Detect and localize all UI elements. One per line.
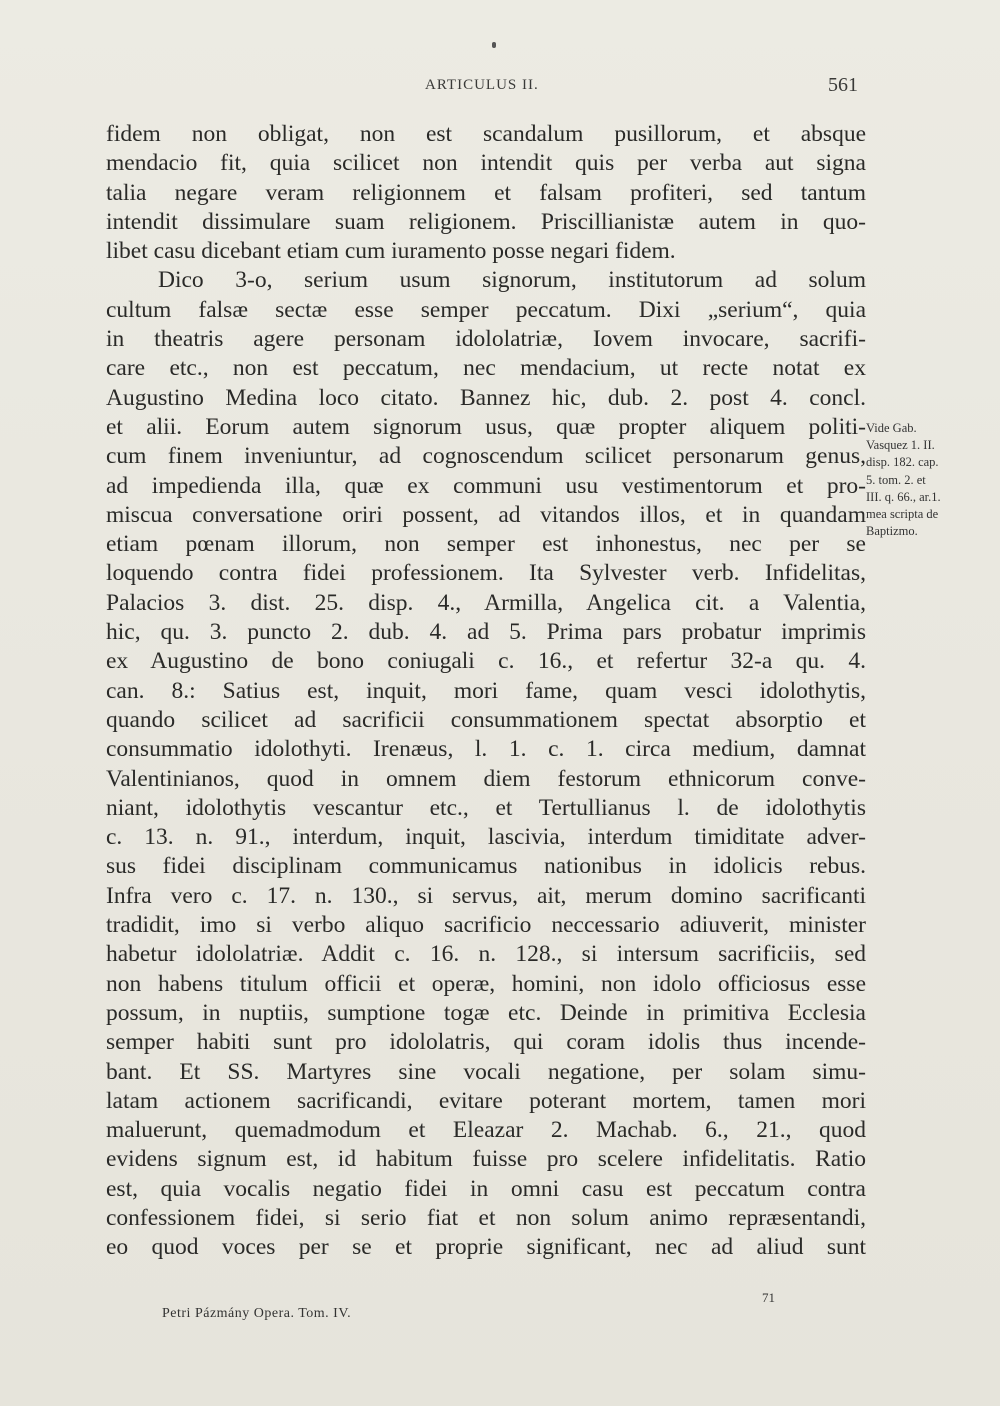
text-line: intendit dissimulare suam religionem. Priscillianistæ autem in quo- [106,208,866,235]
text-line: Palacios 3. dist. 25. disp. 4., Armilla, Angelica cit. a Valentia, [106,589,866,616]
page-number: 561 [828,74,858,96]
text-line: bant. Et SS. Martyres sine vocali negatione, per solam simu- [106,1058,866,1085]
text-line: ex Augustino de bono coniugali c. 16., et refertur 32-a qu. 4. [106,648,866,675]
text-line: est, quia vocalis negatio fidei in omni casu est peccatum contra [106,1175,866,1202]
text-line: Valentinianos, quod in omnem diem festorum ethnicorum conve- [106,765,866,792]
text-line: quando scilicet ad sacrificii consummationem spectat absorptio et [106,706,866,733]
text-line: latam actionem sacrificandi, evitare poterant mortem, tamen mori [106,1087,866,1114]
footer-imprint: Petri Pázmány Opera. Tom. IV. [162,1306,352,1321]
text-line: sus fidei disciplinam communicamus nationibus in idolicis rebus. [106,853,866,880]
margin-note-line: Baptizmo. [866,524,918,539]
text-line: eo quod voces per se et proprie significant, nec ad aliud sunt [106,1234,866,1261]
running-title: ARTICULUS II. [425,77,539,93]
text-line: ad impedienda illa, quæ ex communi usu vestimentorum et pro- [106,472,866,499]
text-line: hic, qu. 3. puncto 2. dub. 4. ad 5. Prima pars probatur imprimis [106,619,866,646]
signature-number: 71 [762,1290,775,1305]
text-line: consummatio idolothyti. Irenæus, l. 1. c. 1. circa medium, damnat [106,736,866,763]
text-line: tradidit, imo si verbo aliquo sacrificio neccessario adiuverit, minister [106,912,866,939]
text-line: cultum falsæ sectæ esse semper peccatum. Dixi „serium“, quia [106,296,866,323]
text-line: care etc., non est peccatum, nec mendacium, ut recte notat ex [106,355,866,382]
margin-note-line: Vasquez 1. II. [866,438,935,453]
text-line: cum finem inveniuntur, ad cognoscendum scilicet personarum genus, [106,443,866,470]
text-line: niant, idolothytis vescantur etc., et Tertullianus l. de idolothytis [106,794,866,821]
text-line: confessionem fidei, si serio fiat et non solum animo repræsentandi, [106,1204,866,1231]
text-line: can. 8.: Satius est, inquit, mori fame, quam vesci idolothytis, [106,677,866,704]
text-line: et alii. Eorum autem signorum usus, quæ propter aliquem politi- [106,413,866,440]
text-line: in theatris agere personam idololatriæ, Iovem invocare, sacrifi- [106,326,866,353]
text-line: Augustino Medina loco citato. Bannez hic, dub. 2. post 4. concl. [106,384,866,411]
ink-speck [492,42,496,48]
margin-note-line: Vide Gab. [866,421,917,435]
text-line: maluerunt, quemadmodum et Eleazar 2. Machab. 6., 21., quod [106,1117,866,1144]
text-line: Dico 3-o, serium usum signorum, institutorum ad solum [158,267,866,294]
text-line: etiam pœnam illorum, non semper est inhonestus, nec per se [106,531,866,558]
text-line: loquendo contra fidei professionem. Ita Sylvester verb. Infidelitas, [106,560,866,587]
marginal-note [866,420,984,540]
margin-note-line: III. q. 66., ar.1. [866,489,941,504]
text-line: evidens signum est, id habitum fuisse pro scelere infidelitatis. Ratio [106,1146,866,1173]
text-line: libet casu dicebant etiam cum iuramento posse negari fidem. [106,238,676,265]
text-line: talia negare veram religionnem et falsam profiteri, sed tantum [106,179,866,206]
text-line: Infra vero c. 17. n. 130., si servus, ait, merum domino sacrificanti [106,882,866,909]
margin-note-line: disp. 182. cap. [866,455,939,470]
text-line: possum, in nuptiis, sumptione togæ etc. Deinde in primitiva Ecclesia [106,999,866,1026]
text-line: semper habiti sunt pro idololatris, qui coram idolis thus incende- [106,1029,866,1056]
text-line: c. 13. n. 91., interdum, inquit, lascivia, interdum timiditate adver- [106,824,866,851]
text-line: non habens titulum officii et operæ, homini, non idolo officiosus esse [106,970,866,997]
text-line: fidem non obligat, non est scandalum pusillorum, et absque [106,121,866,147]
text-line: habetur idololatriæ. Addit c. 16. n. 128., si intersum sacrificiis, sed [106,941,866,968]
main-text-block [106,120,866,1263]
text-line: miscua conversatione oriri possent, ad vitandos illos, et in quandam [106,501,866,528]
margin-note-line: 5. tom. 2. et [866,472,926,487]
text-line: mendacio fit, quia scilicet non intendit quis per verba aut signa [106,150,866,177]
margin-note-line: mea scripta de [866,507,939,522]
